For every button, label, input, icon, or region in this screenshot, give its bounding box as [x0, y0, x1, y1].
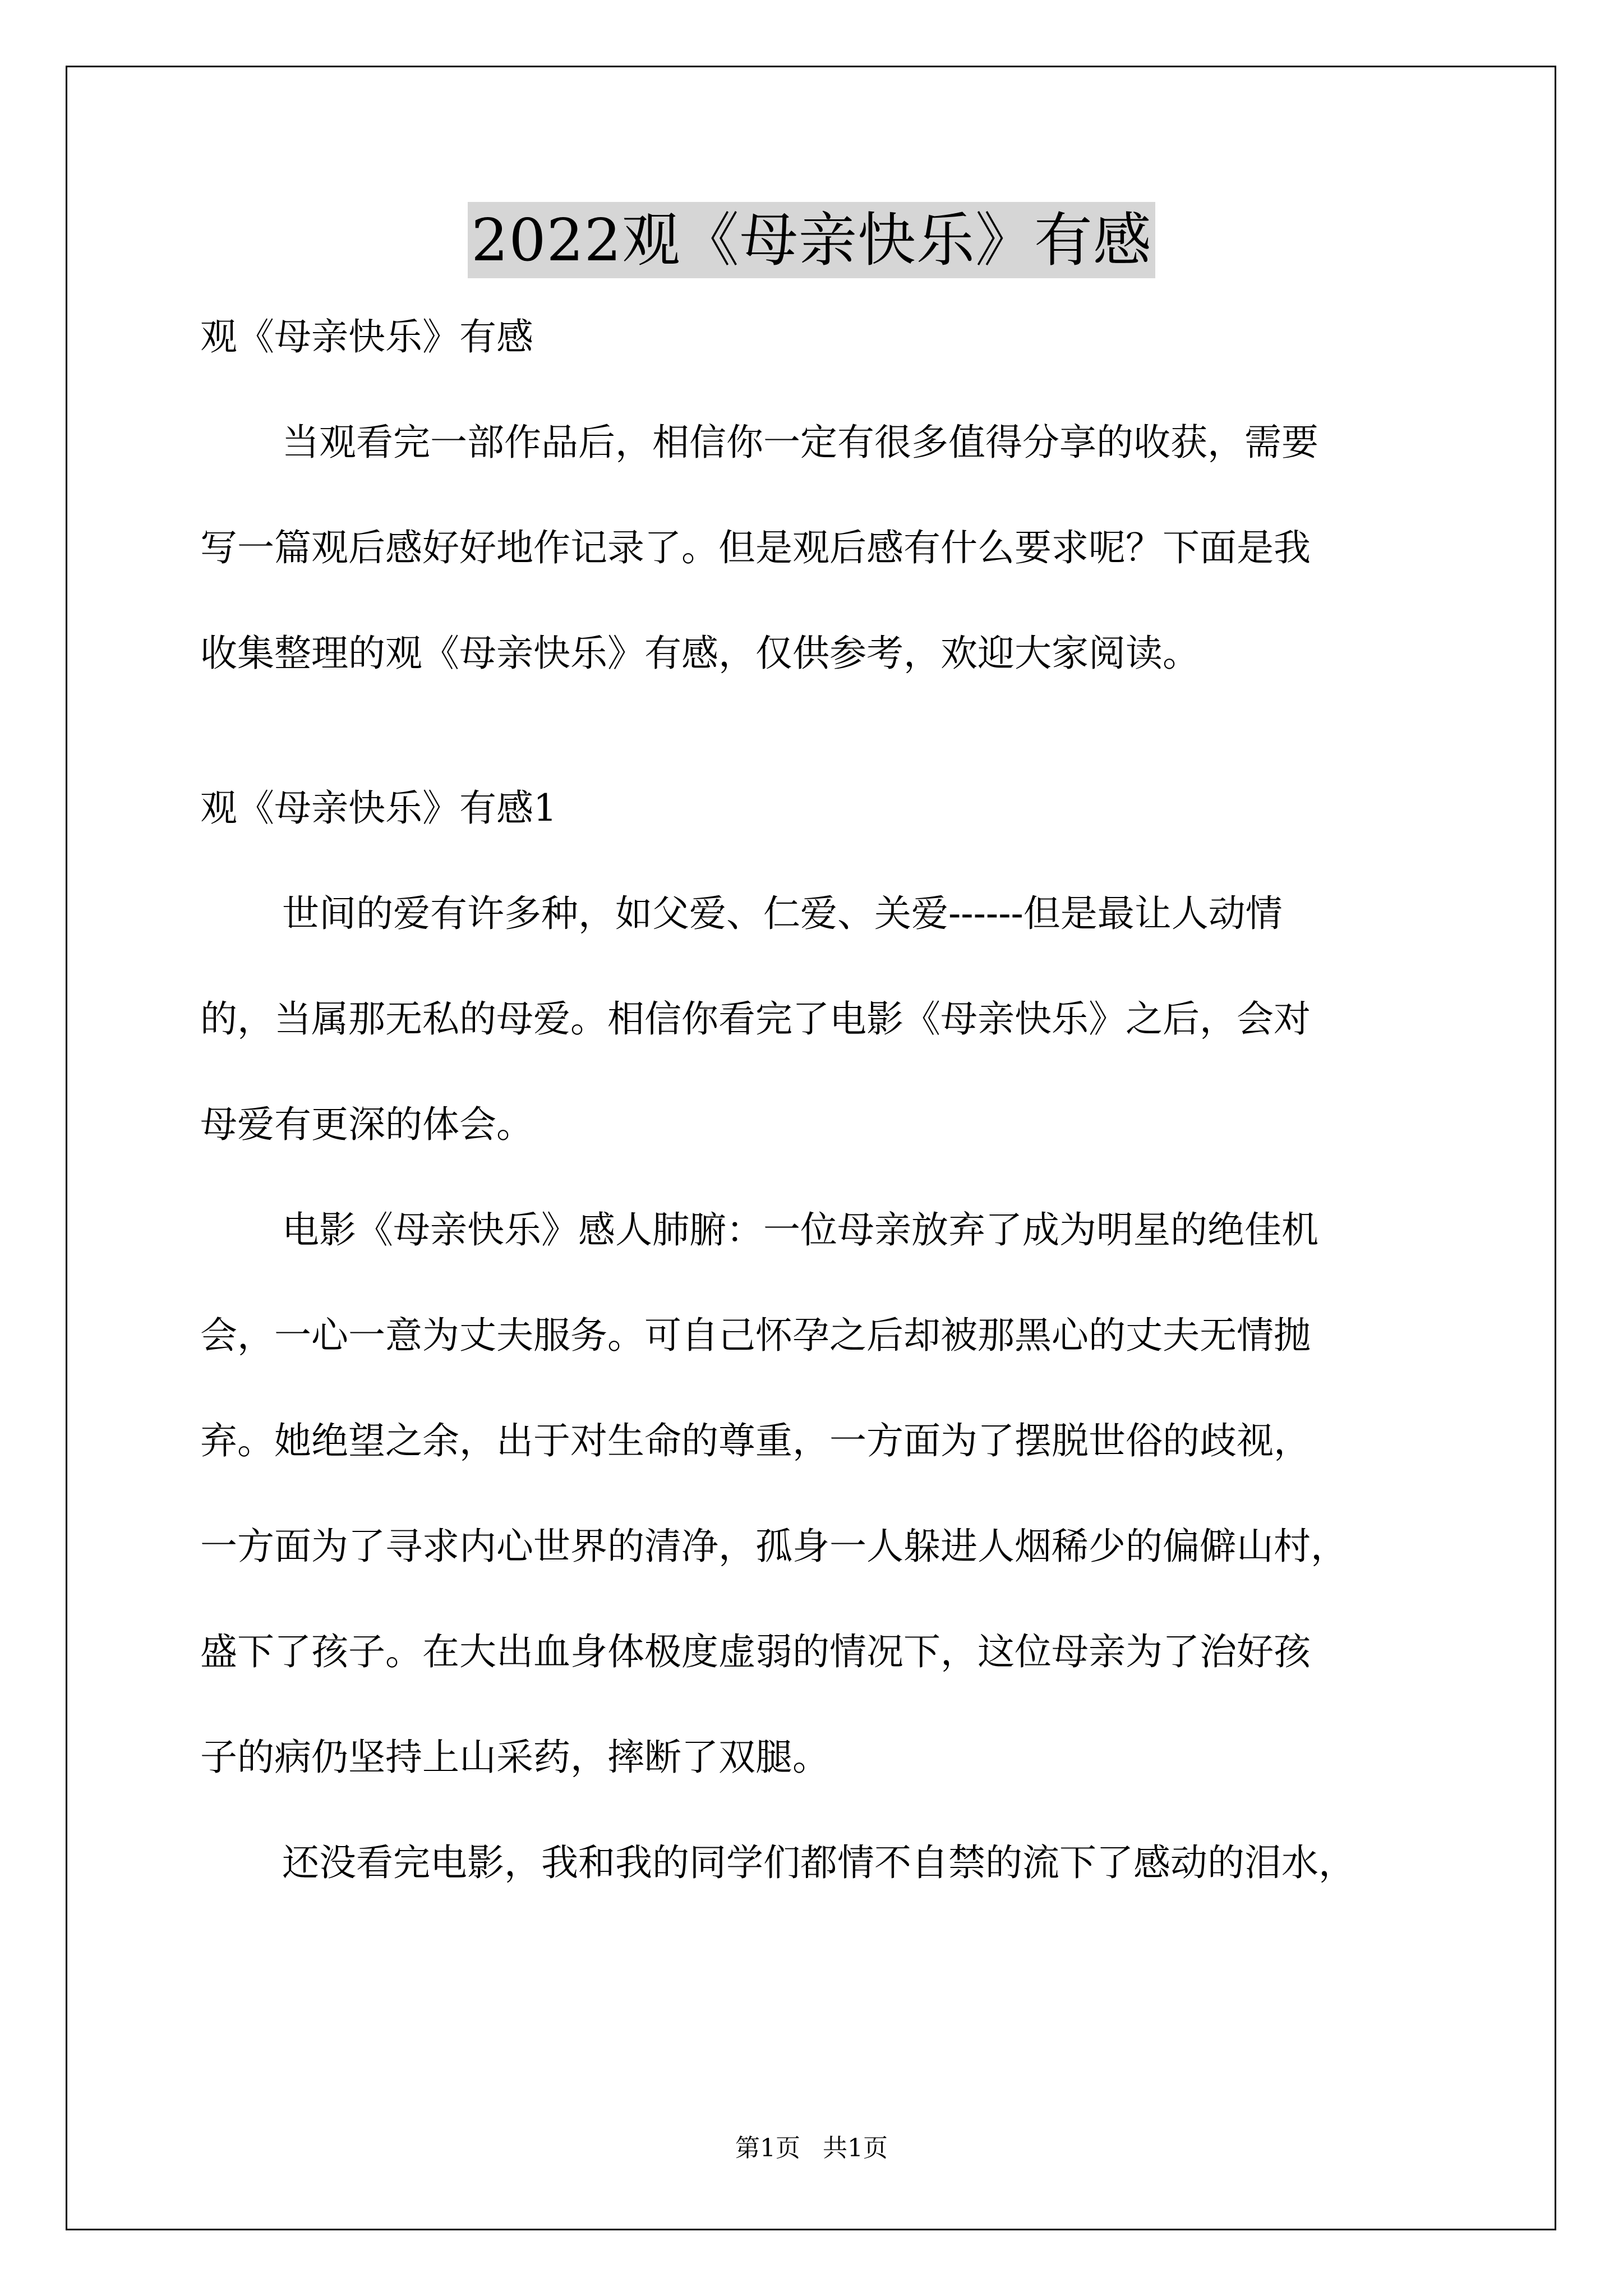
paragraph-line: 电影《母亲快乐》感人肺腑：一位母亲放弃了成为明星的绝佳机 [282, 1208, 1318, 1251]
document-title: 2022观《母亲快乐》有感 [468, 202, 1155, 278]
paragraph-3 [200, 1836, 1428, 1890]
page-footer [0, 2132, 1623, 2165]
intro-paragraph [200, 416, 1428, 680]
paragraph-line: 世间的爱有许多种，如父爱、仁爱、关爱------但是最让人动情 [282, 892, 1283, 935]
paragraph-2 [200, 1203, 1428, 1784]
paragraph-line: 还没看完电影，我和我的同学们都情不自禁的流下了感动的泪水， [282, 1841, 1355, 1884]
paragraph-line: 子的病仍坚持上山采药，摔断了双腿。 [200, 1736, 829, 1779]
paragraph-line: 的，当属那无私的母爱。相信你看完了电影《母亲快乐》之后，会对 [200, 997, 1311, 1041]
page-number: 第1页 [735, 2134, 800, 2162]
paragraph-line: 当观看完一部作品后，相信你一定有很多值得分享的收获，需要 [282, 421, 1318, 464]
paragraph-line: 盛下了孩子。在大出血身体极度虚弱的情况下，这位母亲为了治好孩 [200, 1630, 1311, 1673]
paragraph-line: 母爱有更深的体会。 [200, 1103, 533, 1146]
title-container [0, 202, 1623, 278]
paragraph-line: 收集整理的观《母亲快乐》有感，仅供参考，欢迎大家阅读。 [200, 632, 1200, 675]
paragraph-line: 写一篇观后感好好地作记录了。但是观后感有什么要求呢？下面是我 [200, 526, 1311, 569]
document-body [200, 310, 1428, 1941]
page-total: 共1页 [823, 2134, 888, 2162]
paragraph-1 [200, 887, 1428, 1152]
section-heading: 观《母亲快乐》有感 [200, 315, 533, 358]
paragraph-line: 一方面为了寻求内心世界的清净，孤身一人躲进人烟稀少的偏僻山村， [200, 1525, 1348, 1568]
paragraph-line: 会，一心一意为丈夫服务。可自己怀孕之后却被那黑心的丈夫无情抛 [200, 1314, 1311, 1357]
section-heading: 观《母亲快乐》有感1 [200, 786, 557, 830]
paragraph-line: 弃。她绝望之余，出于对生命的尊重，一方面为了摆脱世俗的歧视， [200, 1419, 1311, 1462]
